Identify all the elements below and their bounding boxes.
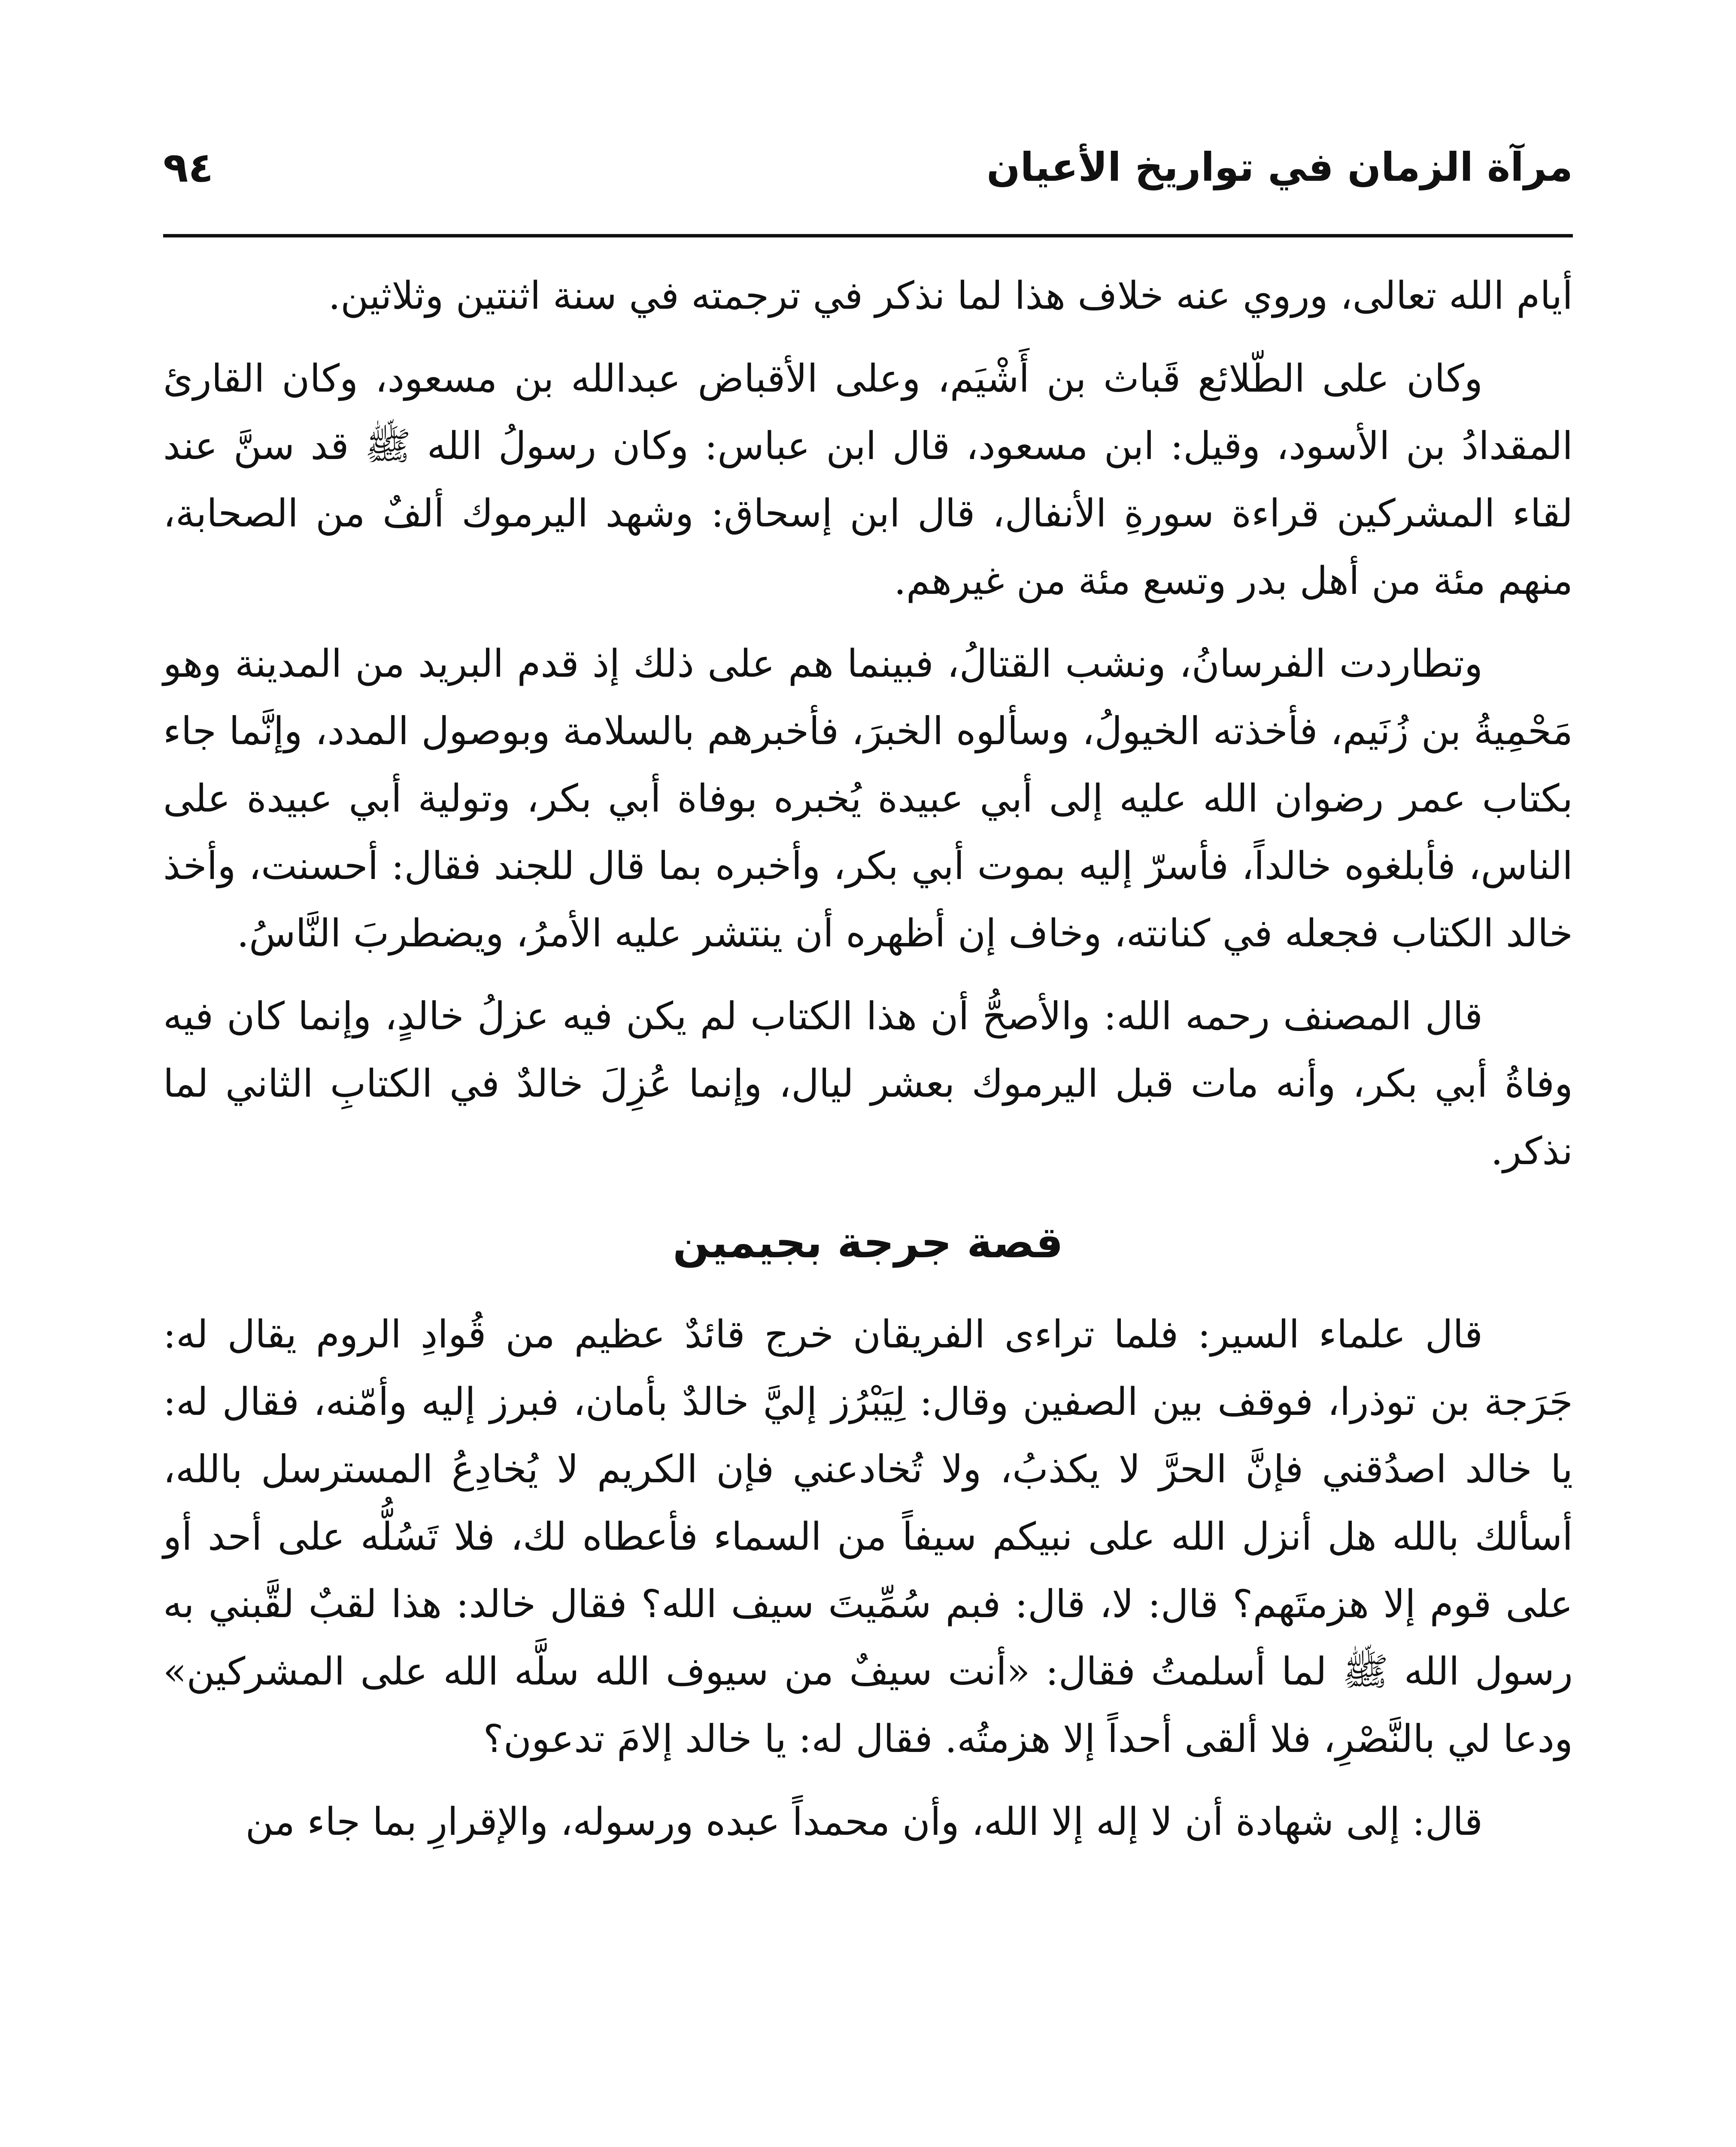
book-title: مرآة الزمان في تواريخ الأعيان xyxy=(986,144,1573,190)
section-heading: قصة جرجة بجيمين xyxy=(673,1217,1063,1268)
paragraph-3: وتطاردت الفرسانُ، ونشب القتالُ، فبينما هم على ذلك إذ قدم البريد من المدينة وهو مَحْمِيةُ بن زُنَيم، فأخذته الخيولُ، وسألوه الخبرَ، فأخبرهم بالسلامة وبوصول المدد، وإنَّما جاء بكتاب عمر رضوان الله عليه إلى أبي عبيدة يُخبره بوفاة أبي بكر، وتولية أبي عبيدة على الناس، فأبلغوه خالداً، فأسرّ إليه بموت أبي بكر، وأخبره بما قال للجند فقال: أحسنت، وأخذ خالد الكتاب فجعله في كنانته، وخاف إن أظهره أن ينتشر عليه الأمرُ، ويضطربَ النَّاسُ. xyxy=(163,641,1573,955)
paragraph-4: قال المصنف رحمه الله: والأصحُّ أن هذا الكتاب لم يكن فيه عزلُ خالدٍ، وإنما كان فيه وفاةُ أبي بكر، وأنه مات قبل اليرموك بعشر ليال، وإنما عُزِلَ خالدٌ في الكتابِ الثاني لما نذكر. xyxy=(163,994,1573,1173)
running-header xyxy=(163,142,1573,215)
body-text xyxy=(163,262,1573,1871)
paragraph-1: أيام الله تعالى، وروي عنه خلاف هذا لما نذكر في ترجمته في سنة اثنتين وثلاثين. xyxy=(328,273,1573,318)
paragraph-6: قال: إلى شهادة أن لا إله إلا الله، وأن محمداً عبده ورسوله، والإقرارِ بما جاء من xyxy=(245,1799,1483,1844)
paragraph-5: قال علماء السير: فلما تراءى الفريقان خرج قائدٌ عظيم من قُوادِ الروم يقال له: جَرَجة بن توذرا، فوقف بين الصفين وقال: لِيَبْرُز إليَّ خالدٌ بأمان، فبرز إليه وأمّنه، فقال له: يا خالد اصدُقني فإنَّ الحرَّ لا يكذبُ، ولا تُخادعني فإن الكريم لا يُخادِعُ المسترسل بالله، أسألك بالله هل أنزل الله على نبيكم سيفاً من السماء فأعطاه لك، فلا تَسُلُّه على أحد أو على قوم إلا هزمتَهم؟ قال: لا، قال: فبم سُمِّيتَ سيف الله؟ فقال خالد: هذا لقبٌ لقَّبني به رسول الله ﷺ لما أسلمتُ فقال: «أنت سيفٌ من سيوف الله سلَّه الله على المشركين» ودعا لي بالنَّصْرِ، فلا ألقى أحداً إلا هزمتُه. فقال له: يا خالد إلامَ تدعون؟ xyxy=(163,1312,1573,1761)
page-number: ٩٤ xyxy=(163,143,214,192)
paragraph-2: وكان على الطّلائع قَباث بن أَشْيَم، وعلى الأقباض عبدالله بن مسعود، وكان القارئ المقدادُ بن الأسود، وقيل: ابن مسعود، قال ابن عباس: وكان رسولُ الله ﷺ قد سنَّ عند لقاء المشركين قراءة سورةِ الأنفال، قال ابن إسحاق: وشهد اليرموك ألفٌ من الصحابة، منهم مئة من أهل بدر وتسع مئة من غيرهم. xyxy=(163,356,1573,603)
header-divider xyxy=(163,234,1573,237)
